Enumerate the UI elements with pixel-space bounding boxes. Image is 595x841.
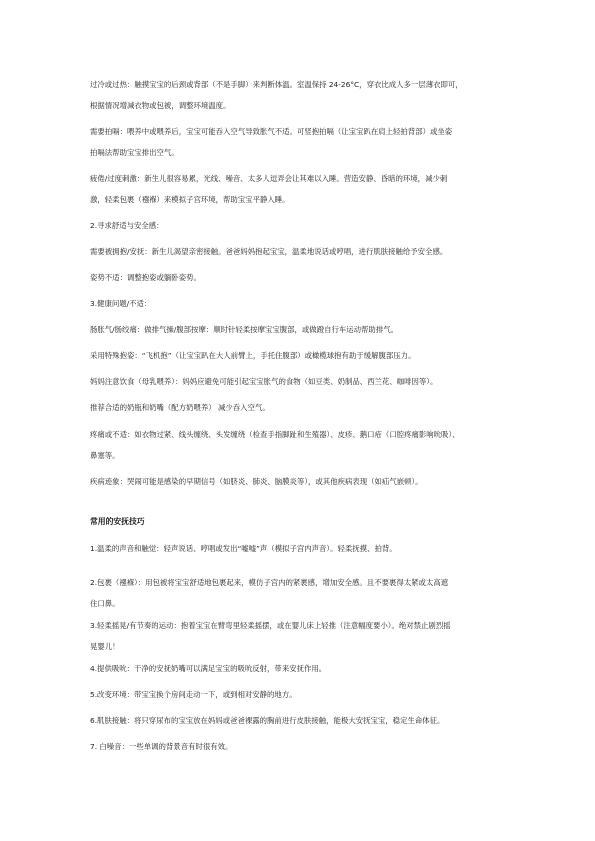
paragraph-line: 2.包裹（襁褓）：用包被将宝宝舒适地包裹起来，模仿子宫内的紧裹感，增加安全感。且不要裹得太紧或太高遮 <box>90 578 449 587</box>
paragraph-line: 推荐合适的奶瓶和奶嘴（配方奶喂养） 减少吞入空气。 <box>90 403 270 412</box>
paragraph-line: 过冷或过热：触摸宝宝的后颈或背部（不是手脚）来判断体温。室温保持 24-26°C，穿衣比成人多一层薄衣即可， <box>90 80 463 89</box>
paragraph-line: 5.改变环境：带宝宝换个房间走动一下，或到相对安静的地方。 <box>90 690 297 699</box>
paragraph-line: 4.提供吸吮：干净的安抚奶嘴可以满足宝宝的吸吮反射，带来安抚作用。 <box>90 664 327 673</box>
paragraph-line: 需要拍嗝：喂养中或喂养后，宝宝可能吞入空气导致胀气不适。可竖抱拍嗝（让宝宝趴在肩上轻拍背部）或坐姿 <box>90 127 453 136</box>
paragraph-line: 根据情况增减衣物或包被，调整环境温度。 <box>90 101 231 110</box>
paragraph-line: 肠胀气/肠绞痛：做排气操/腹部按摩：顺时针轻柔按摩宝宝腹部，或做蹬自行车运动帮助排气。 <box>90 325 398 334</box>
paragraph-line: 3.轻柔摇晃/有节奏的运动：抱着宝宝在臂弯里轻柔摇摆，或在婴儿床上轻推（注意幅度要小）。绝对禁止剧烈摇 <box>90 621 451 630</box>
paragraph-line: 需要被拥抱/安抚：新生儿渴望亲密接触。爸爸妈妈抱起宝宝，温柔地说话或哼唱，进行肌肤接触给予安全感。 <box>90 247 448 256</box>
paragraph-line: 晃婴儿！ <box>90 642 120 651</box>
paragraph-line: 拍嗝法帮助宝宝排出空气。 <box>90 148 179 157</box>
paragraph-line: 1.温柔的声音和触觉：轻声说话、哼唱或发出“嘘嘘”声（模拟子宫内声音）。轻柔抚摸、拍背。 <box>90 544 397 553</box>
paragraph-line: 激，轻柔包裹（襁褓）来模拟子宫环境，帮助宝宝平静入睡。 <box>90 195 290 204</box>
section-label: 3.健康问题/不适： <box>90 299 152 308</box>
section-label: 2.寻求舒适与安全感： <box>90 221 164 230</box>
paragraph-line: 住口鼻。 <box>90 599 120 608</box>
paragraph-line: 姿势不适：调整抱姿或躺卧姿势。 <box>90 273 201 282</box>
paragraph-line: 疲倦/过度刺激：新生儿很容易累，光线、噪音、太多人逗弄会让其难以入睡。营造安静、昏暗的环境，减少刺 <box>90 174 448 183</box>
paragraph-line: 疼痛或不适：如衣物过紧、线头缠绕、头发缠绕（检查手指脚趾和生殖器）、皮疹、鹅口疮（口腔疼痛影响吮吸）、 <box>90 430 460 439</box>
paragraph-line: 疾病迹象：哭闹可能是感染的早期信号（如脐炎、肺炎、脑膜炎等），或其他疾病表现（如疝气嵌顿）。 <box>90 477 423 486</box>
paragraph-line: 6.肌肤接触：将只穿尿布的宝宝放在妈妈或爸爸裸露的胸前进行皮肤接触，能极大安抚宝宝，稳定生命体征。 <box>90 716 445 725</box>
paragraph-line: 7. 白噪音：一些单调的背景音有时很有效。 <box>90 742 233 751</box>
paragraph-line: 采用特殊抱姿：“飞机抱”（让宝宝趴在大人前臂上，手托住腹部）或橄榄球抱有助于缓解腹部压力。 <box>90 351 416 360</box>
paragraph-line: 妈妈注意饮食（母乳喂养）：妈妈应避免可能引起宝宝胀气的食物（如豆类、奶制品、西兰花、咖啡因等）。 <box>90 377 438 386</box>
paragraph-line: 鼻塞等。 <box>90 451 120 460</box>
section-heading: 常用的安抚技巧 <box>90 517 145 526</box>
